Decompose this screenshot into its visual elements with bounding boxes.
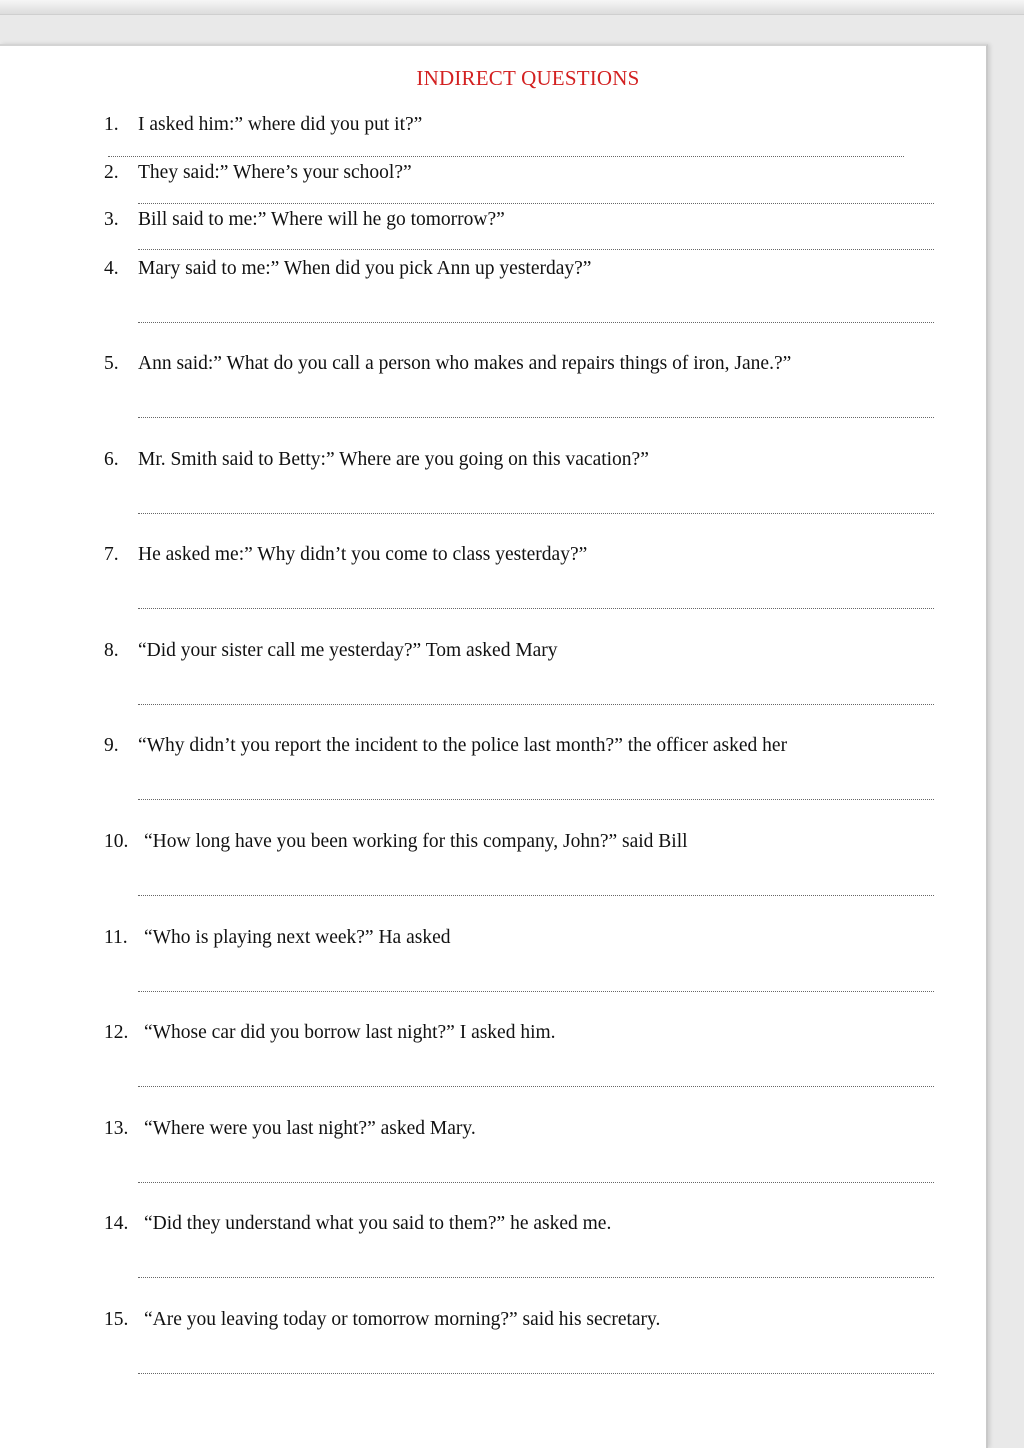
answer-line-4[interactable]	[138, 322, 934, 323]
question-number: 15.	[104, 1309, 129, 1330]
question-5	[104, 353, 791, 375]
question-number: 7.	[104, 544, 119, 565]
question-text: “Who is playing next week?” Ha asked	[144, 927, 451, 948]
question-number: 8.	[104, 640, 119, 661]
question-6	[104, 449, 649, 471]
question-text: “Why didn’t you report the incident to the police last month?” the officer asked her	[138, 735, 788, 756]
question-2	[104, 162, 412, 184]
answer-line-14[interactable]	[138, 1277, 934, 1278]
question-3	[104, 209, 505, 231]
question-text: He asked me:” Why didn’t you come to class yesterday?”	[138, 544, 588, 565]
document-page	[0, 44, 988, 1448]
answer-line-7[interactable]	[138, 608, 934, 609]
question-text: “Are you leaving today or tomorrow morning?” said his secretary.	[144, 1309, 661, 1330]
question-12	[104, 1022, 556, 1044]
question-text: “Did they understand what you said to them?” he asked me.	[144, 1213, 612, 1234]
answer-line-15[interactable]	[138, 1373, 934, 1374]
question-number: 13.	[104, 1118, 129, 1139]
answer-line-6[interactable]	[138, 513, 934, 514]
answer-line-9[interactable]	[138, 799, 934, 800]
question-10	[104, 831, 688, 853]
answer-line-3[interactable]	[138, 249, 934, 250]
question-text: I asked him:” where did you put it?”	[138, 114, 423, 135]
question-4	[104, 258, 591, 280]
answer-line-8[interactable]	[138, 704, 934, 705]
question-1	[104, 114, 422, 136]
question-number: 2.	[104, 162, 119, 183]
page-title: INDIRECT QUESTIONS	[416, 66, 640, 90]
question-number: 14.	[104, 1213, 129, 1234]
question-text: Mary said to me:” When did you pick Ann up yesterday?”	[138, 258, 592, 279]
question-9	[104, 735, 787, 757]
answer-line-12[interactable]	[138, 1086, 934, 1087]
question-number: 4.	[104, 258, 119, 279]
question-text: Mr. Smith said to Betty:” Where are you going on this vacation?”	[138, 449, 649, 470]
question-text: They said:” Where’s your school?”	[138, 162, 412, 183]
question-number: 5.	[104, 353, 119, 374]
question-text: “Whose car did you borrow last night?” I asked him.	[144, 1022, 556, 1043]
question-number: 10.	[104, 831, 129, 852]
question-number: 9.	[104, 735, 119, 756]
question-number: 3.	[104, 209, 119, 230]
question-text: Bill said to me:” Where will he go tomorrow?”	[138, 209, 505, 230]
question-number: 1.	[104, 114, 119, 135]
viewer-top-bar	[0, 0, 1024, 15]
question-number: 6.	[104, 449, 119, 470]
question-14	[104, 1213, 611, 1235]
answer-line-2[interactable]	[138, 203, 934, 204]
answer-line-11[interactable]	[138, 991, 934, 992]
question-number: 12.	[104, 1022, 129, 1043]
question-text: Ann said:” What do you call a person who makes and repairs things of iron, Jane.?”	[138, 353, 792, 374]
answer-line-13[interactable]	[138, 1182, 934, 1183]
answer-line-5[interactable]	[138, 417, 934, 418]
answer-line-1[interactable]	[108, 156, 904, 157]
question-text: “How long have you been working for this company, John?” said Bill	[144, 831, 688, 852]
question-7	[104, 544, 587, 566]
question-text: “Where were you last night?” asked Mary.	[144, 1118, 476, 1139]
question-8	[104, 640, 558, 662]
question-text: “Did your sister call me yesterday?” Tom asked Mary	[138, 640, 558, 661]
question-13	[104, 1118, 476, 1140]
question-number: 11.	[104, 927, 128, 948]
question-15	[104, 1309, 660, 1331]
answer-line-10[interactable]	[138, 895, 934, 896]
question-11	[104, 927, 450, 949]
